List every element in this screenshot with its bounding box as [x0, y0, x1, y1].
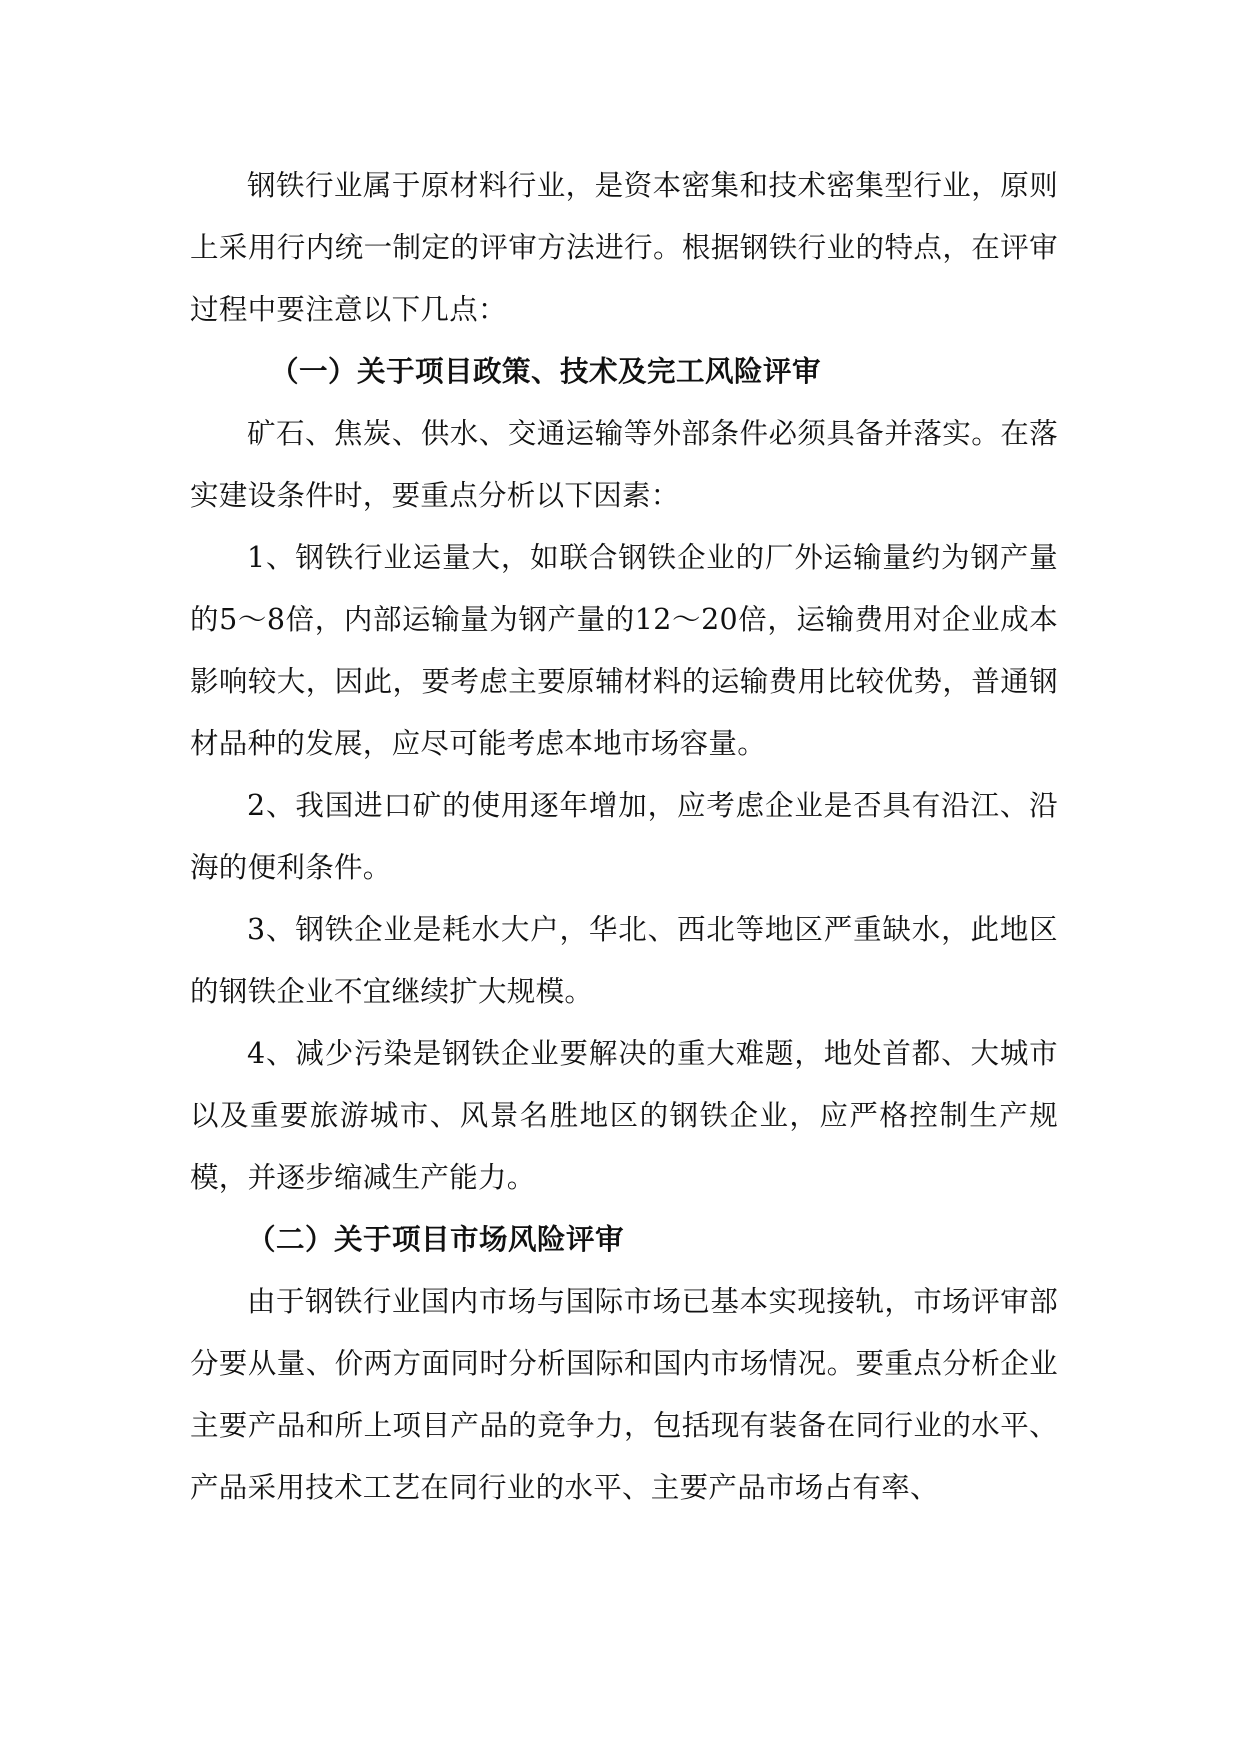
section-2-body-paragraph: 由于钢铁行业国内市场与国际市场已基本实现接轨，市场评审部分要从量、价两方面同时分析国际和国内市场情况。要重点分析企业主要产品和所上项目产品的竞争力，包括现有装备在同行业的水平、产品采用技术工艺在同行业的水平、主要产品市场占有率、: [190, 1285, 1058, 1504]
section-1-item-1: 1、钢铁行业运量大，如联合钢铁企业的厂外运输量约为钢产量的5～8倍，内部运输量为钢产量的12～20倍，运输费用对企业成本影响较大，因此，要考虑主要原辅材料的运输费用比较优势，普通钢材品种的发展，应尽可能考虑本地市场容量。: [190, 541, 1058, 760]
section-1-item-3: 3、钢铁企业是耗水大户，华北、西北等地区严重缺水，此地区的钢铁企业不宜继续扩大规模。: [190, 913, 1058, 1008]
section-1-lead-paragraph: 矿石、焦炭、供水、交通运输等外部条件必须具备并落实。在落实建设条件时，要重点分析以下因素：: [190, 417, 1058, 512]
intro-paragraph: 钢铁行业属于原材料行业，是资本密集和技术密集型行业，原则上采用行内统一制定的评审方法进行。根据钢铁行业的特点，在评审过程中要注意以下几点：: [190, 169, 1058, 326]
section-1-item-2: 2、我国进口矿的使用逐年增加，应考虑企业是否具有沿江、沿海的便利条件。: [190, 789, 1058, 884]
section-2-heading: （二）关于项目市场风险评审: [247, 1223, 625, 1256]
section-1-item-4: 4、减少污染是钢铁企业要解决的重大难题，地处首都、大城市以及重要旅游城市、风景名胜地区的钢铁企业，应严格控制生产规模，并逐步缩减生产能力。: [190, 1037, 1058, 1194]
section-1-heading: （一）关于项目政策、技术及完工风险评审: [270, 355, 822, 388]
document-body: [190, 155, 1058, 1519]
